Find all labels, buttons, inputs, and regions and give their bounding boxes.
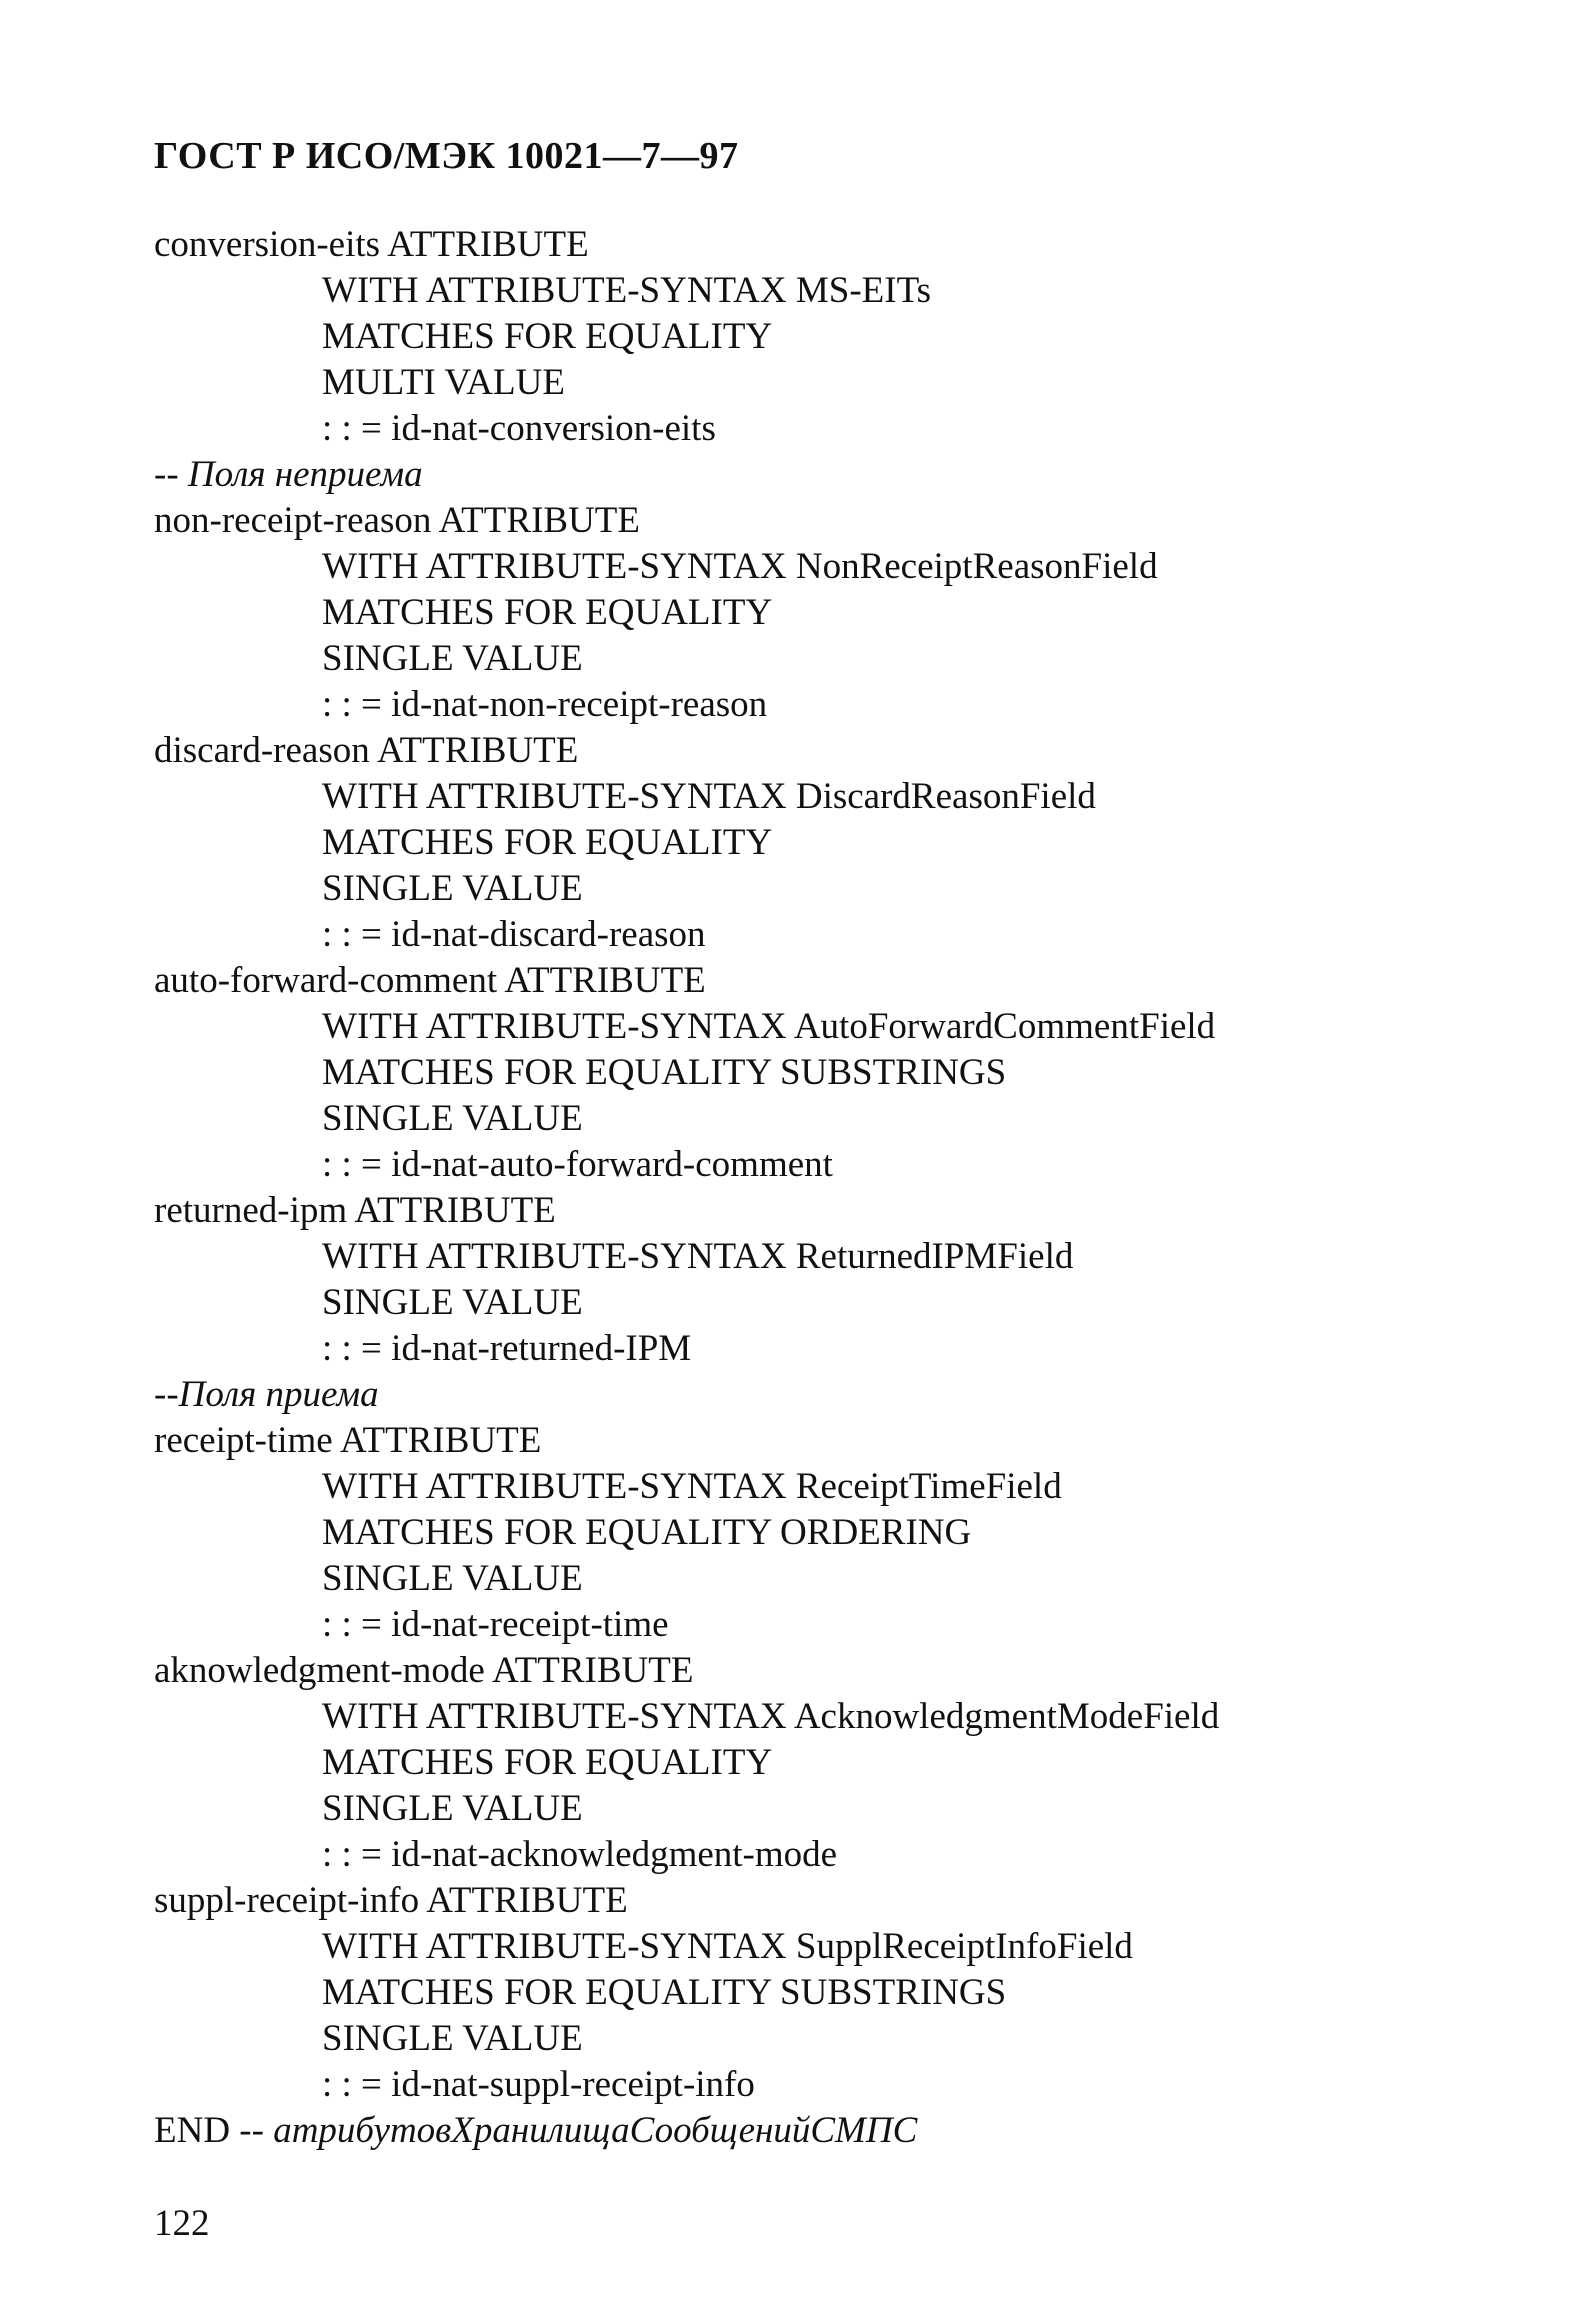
attribute-property-line: WITH ATTRIBUTE-SYNTAX MS-EITs: [322, 270, 932, 311]
attribute-property-line: MULTI VALUE: [322, 362, 565, 403]
attribute-property-line: : : = id-nat-acknowledgment-mode: [322, 1834, 838, 1875]
attribute-property-line: WITH ATTRIBUTE-SYNTAX SupplReceiptInfoField: [322, 1926, 1133, 1967]
attribute-declaration-line: discard-reason ATTRIBUTE: [154, 730, 579, 771]
attribute-declaration-line: returned-ipm ATTRIBUTE: [154, 1190, 556, 1231]
attribute-property-line: SINGLE VALUE: [322, 868, 583, 909]
attribute-property-line: MATCHES FOR EQUALITY: [322, 592, 773, 633]
attribute-property-line: : : = id-nat-suppl-receipt-info: [322, 2064, 755, 2105]
attribute-property-line: : : = id-nat-conversion-eits: [322, 408, 716, 449]
attribute-property-line: MATCHES FOR EQUALITY: [322, 822, 773, 863]
attribute-property-line: SINGLE VALUE: [322, 1788, 583, 1829]
attribute-property-line: SINGLE VALUE: [322, 1098, 583, 1139]
attribute-property-line: MATCHES FOR EQUALITY SUBSTRINGS: [322, 1052, 1007, 1093]
attribute-property-line: MATCHES FOR EQUALITY: [322, 316, 773, 357]
attribute-property-line: WITH ATTRIBUTE-SYNTAX AutoForwardCommentField: [322, 1006, 1216, 1047]
end-line: [154, 2108, 1534, 2154]
attribute-property-line: SINGLE VALUE: [322, 1558, 583, 1599]
attribute-property-line: SINGLE VALUE: [322, 638, 583, 679]
end-keyword: END --: [154, 2110, 274, 2151]
attribute-declaration-line: suppl-receipt-info ATTRIBUTE: [154, 1880, 628, 1921]
attribute-declaration-line: conversion-eits ATTRIBUTE: [154, 224, 589, 265]
comment-line: --Поля приема: [154, 1374, 379, 1415]
attribute-property-line: WITH ATTRIBUTE-SYNTAX ReceiptTimeField: [322, 1466, 1062, 1507]
attribute-property-line: MATCHES FOR EQUALITY: [322, 1742, 773, 1783]
attribute-property-line: : : = id-nat-receipt-time: [322, 1604, 669, 1645]
attribute-property-line: : : = id-nat-discard-reason: [322, 914, 706, 955]
attribute-property-line: MATCHES FOR EQUALITY ORDERING: [322, 1512, 972, 1553]
attribute-property-line: WITH ATTRIBUTE-SYNTAX NonReceiptReasonField: [322, 546, 1158, 587]
page-number: 122: [154, 2203, 210, 2244]
attribute-declaration-line: receipt-time ATTRIBUTE: [154, 1420, 542, 1461]
attribute-property-line: WITH ATTRIBUTE-SYNTAX AcknowledgmentModeField: [322, 1696, 1220, 1737]
attribute-property-line: MATCHES FOR EQUALITY SUBSTRINGS: [322, 1972, 1007, 2013]
comment-line: -- Поля неприема: [154, 454, 423, 495]
end-comment: атрибутовХранилищаСообщенийСМПС: [273, 2110, 918, 2151]
page-header: ГОСТ Р ИСО/МЭК 10021—7—97: [154, 135, 739, 177]
asn1-listing: [154, 222, 1534, 2154]
attribute-property-line: SINGLE VALUE: [322, 2018, 583, 2059]
attribute-property-line: SINGLE VALUE: [322, 1282, 583, 1323]
attribute-property-line: WITH ATTRIBUTE-SYNTAX DiscardReasonField: [322, 776, 1096, 817]
attribute-declaration-line: auto-forward-comment ATTRIBUTE: [154, 960, 706, 1001]
attribute-declaration-line: aknowledgment-mode ATTRIBUTE: [154, 1650, 694, 1691]
attribute-property-line: WITH ATTRIBUTE-SYNTAX ReturnedIPMField: [322, 1236, 1074, 1277]
attribute-property-line: : : = id-nat-non-receipt-reason: [322, 684, 768, 725]
attribute-declaration-line: non-receipt-reason ATTRIBUTE: [154, 500, 640, 541]
attribute-property-line: : : = id-nat-returned-IPM: [322, 1328, 692, 1369]
attribute-property-line: : : = id-nat-auto-forward-comment: [322, 1144, 833, 1185]
